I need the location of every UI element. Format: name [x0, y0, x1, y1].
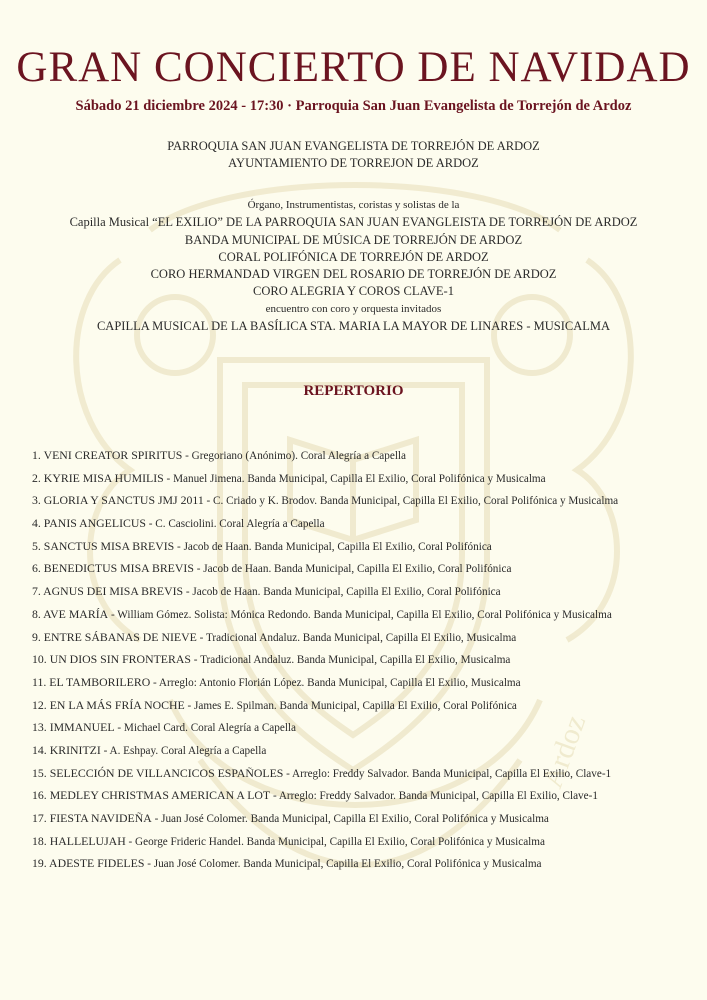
organizer-parish: PARROQUIA SAN JUAN EVANGELISTA DE TORREJÓN DE ARDOZ [167, 139, 540, 153]
performers-intro: Órgano, Instrumentistas, coristas y solistas de la [247, 199, 460, 211]
list-item [32, 447, 702, 470]
list-item [32, 855, 702, 878]
piece-title: 18. HALLELUJAH [32, 833, 126, 848]
list-item [32, 606, 702, 629]
piece-title: 12. EN LA MÁS FRÍA NOCHE [32, 697, 185, 712]
piece-title: 9. ENTRE SÁBANAS DE NIEVE [32, 629, 197, 644]
piece-details: - Jacob de Haan. Banda Municipal, Capilla El Exilio, Coral Polifónica [174, 540, 492, 553]
list-item [32, 697, 702, 720]
page-title: GRAN CONCIERTO DE NAVIDAD [16, 44, 691, 91]
performer-group: CORO HERMANDAD VIRGEN DEL ROSARIO DE TORREJÓN DE ARDOZ [150, 267, 557, 282]
piece-details: - James E. Spilman. Banda Municipal, Capilla El Exilio, Coral Polifónica [184, 699, 517, 712]
piece-title: 10. UN DIOS SIN FRONTERAS [32, 652, 191, 667]
performer-group: BANDA MUNICIPAL DE MÚSICA DE TORREJÓN DE ARDOZ [184, 232, 523, 247]
piece-details: - Tradicional Andaluz. Banda Municipal, Capilla El Exilio, Musicalma [196, 631, 517, 644]
piece-details: - Arreglo: Antonio Florián López. Banda Municipal, Capilla El Exilio, Musicalma [150, 676, 521, 689]
performer-group: CORAL POLIFÓNICA DE TORREJÓN DE ARDOZ [218, 249, 489, 264]
list-item [32, 515, 702, 538]
list-item [32, 765, 702, 788]
piece-details: - Jacob de Haan. Banda Municipal, Capilla El Exilio, Coral Polifónica [193, 563, 512, 576]
piece-title: 1. VENI CREATOR SPIRITUS [32, 448, 183, 462]
piece-details: - Gregoriano (Anónimo). Coral Alegría a Capella [182, 450, 407, 462]
piece-details: - C. Criado y K. Brodov. Banda Municipal, Capilla El Exilio, Coral Polifónica y Musicalma [203, 495, 619, 508]
list-item [32, 810, 702, 833]
piece-title: 17. FIESTA NAVIDEÑA [32, 811, 152, 825]
event-date-location: Sábado 21 diciembre 2024 - 17:30 · Parroquia San Juan Evangelista de Torrejón de Ardoz [75, 98, 632, 114]
list-item [32, 719, 702, 742]
list-item [32, 674, 702, 697]
piece-details: - Juan José Colomer. Banda Municipal, Capilla El Exilio, Coral Polifónica y Musicalma [151, 813, 549, 825]
performer-group: Capilla Musical “EL EXILIO” DE LA PARROQUIA SAN JUAN EVANGLEISTA DE TORREJÓN DE ARDOZ [69, 215, 638, 230]
piece-details: - Juan José Colomer. Banda Municipal, Capilla El Exilio, Coral Polifónica y Musicalma [144, 858, 542, 871]
list-item [32, 560, 702, 583]
list-item [32, 470, 702, 493]
piece-details: - George Frideric Handel. Banda Municipal, Capilla El Exilio, Coral Polifónica y Musicalma [125, 835, 545, 848]
piece-title: 7. AGNUS DEI MISA BREVIS [32, 584, 184, 599]
list-item [32, 629, 702, 652]
piece-details: - Arreglo: Freddy Salvador. Banda Municipal, Capilla El Exilio, Clave-1 [270, 790, 598, 803]
list-item [32, 787, 702, 810]
organizers [0, 138, 707, 172]
piece-details: - Jacob de Haan. Banda Municipal, Capilla El Exilio, Coral Polifónica [183, 586, 501, 599]
piece-details: - C. Casciolini. Coral Alegría a Capella [145, 518, 325, 531]
piece-title: 3. GLORIA Y SANCTUS JMJ 2011 [32, 493, 204, 508]
list-item [32, 651, 702, 674]
piece-title: 11. EL TAMBORILERO [32, 674, 151, 689]
piece-title: 15. SELECCIÓN DE VILLANCICOS ESPAÑOLES [32, 765, 284, 780]
piece-details: - Michael Card. Coral Alegría a Capella [114, 722, 296, 735]
piece-title: 14. KRINITZI [32, 742, 101, 757]
repertoire-heading: REPERTORIO [303, 383, 404, 399]
list-item [32, 583, 702, 606]
piece-details: - Tradicional Andaluz. Banda Municipal, Capilla El Exilio, Musicalma [190, 654, 511, 667]
piece-title: 13. IMMANUEL [32, 720, 115, 735]
guest-group: CAPILLA MUSICAL DE LA BASÍLICA STA. MARIA LA MAYOR DE LINARES - MUSICALMA [96, 319, 611, 334]
list-item [32, 833, 702, 856]
list-item [32, 492, 702, 515]
piece-details: - William Gómez. Solista: Mónica Redondo. Banda Municipal, Capilla El Exilio, Coral Polifónica y Musicalma [108, 608, 612, 621]
piece-title: 19. ADESTE FIDELES [32, 856, 145, 871]
repertoire-list [32, 447, 702, 878]
piece-title: 8. AVE MARÍA [32, 606, 109, 621]
performer-group: CORO ALEGRIA Y COROS CLAVE-1 [253, 284, 454, 299]
svg-text:Ardoz: Ardoz [535, 710, 593, 793]
piece-details: - Manuel Jimena. Banda Municipal, Capilla El Exilio, Coral Polifónica y Musicalma [163, 472, 546, 485]
piece-title: 16. MEDLEY CHRISTMAS AMERICAN A LOT [32, 788, 271, 803]
piece-title: 6. BENEDICTUS MISA BREVIS [32, 561, 194, 576]
list-item [32, 538, 702, 561]
guest-intro: encuentro con coro y orquesta invitados [265, 302, 442, 315]
performers [0, 197, 707, 335]
organizer-city-council: AYUNTAMIENTO DE TORREJON DE ARDOZ [228, 156, 479, 170]
piece-title: 2. KYRIE MISA HUMILIS [32, 470, 164, 485]
piece-title: 4. PANIS ANGELICUS [32, 516, 146, 531]
piece-details: - Arreglo: Freddy Salvador. Banda Municipal, Capilla El Exilio, Clave-1 [283, 767, 612, 780]
list-item [32, 742, 702, 765]
piece-details: - A. Eshpay. Coral Alegría a Capella [100, 744, 267, 757]
piece-title: 5. SANCTUS MISA BREVIS [32, 538, 175, 553]
